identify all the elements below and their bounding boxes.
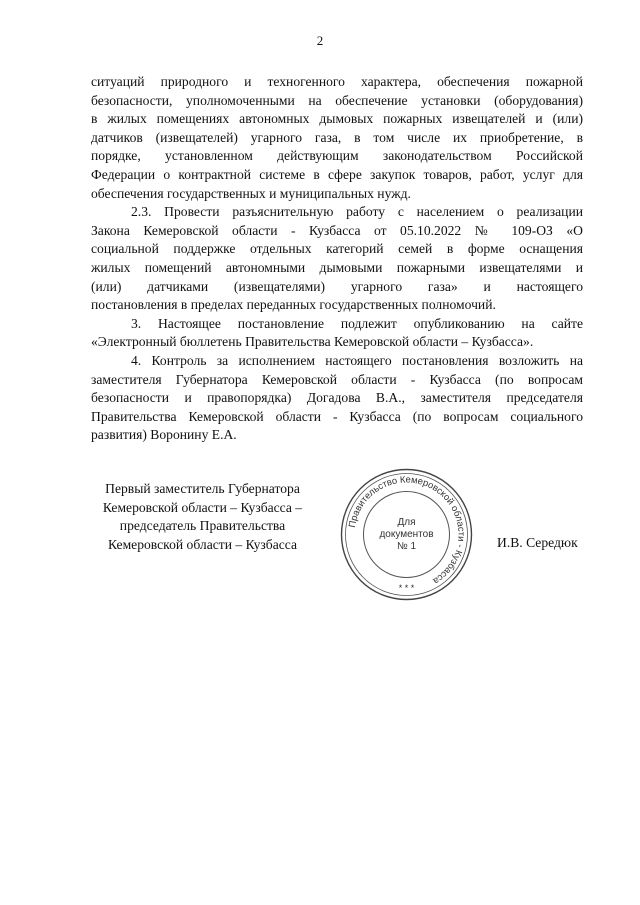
text-line: развития) Воронину Е.А. — [91, 427, 237, 443]
text-line: 4. Контроль за исполнением настоящего постановления возложить на — [131, 352, 583, 368]
text-line: датчиков (извещателей) угарного газа, в том числе их приобретение, в — [91, 129, 583, 145]
paragraph-2-3 — [91, 203, 583, 315]
signatory-title-line: Кемеровской области – Кузбасса – — [102, 499, 303, 515]
signatory-title-line: председатель Правительства — [119, 518, 286, 534]
text-line: Правительства Кемеровской области - Кузбасса (по вопросам социального — [91, 408, 583, 424]
text-line: (или) датчиками (извещателями) угарного газа» и настоящего — [91, 278, 583, 294]
document-body — [91, 73, 583, 445]
page-number: 2 — [316, 33, 324, 48]
signatory-title-line: Первый заместитель Губернатора — [105, 481, 300, 496]
text-line: безопасности, уполномоченными на обеспечение установки (оборудования) — [91, 92, 583, 108]
text-line: обеспечения государственных и муниципальных нужд. — [91, 185, 411, 201]
seal-ring-label: Правительство Кемеровской области - Кузбасса — [345, 473, 468, 588]
paragraph-4 — [91, 352, 583, 445]
text-line: безопасности и правопорядка) Догадова В.А., заместителя председателя — [91, 390, 583, 406]
seal-center-line: документов — [379, 528, 434, 540]
text-line: 2.3. Провести разъяснительную работу с населением о реализации — [131, 204, 583, 220]
seal-center-line: № 1 — [396, 540, 417, 552]
official-seal — [339, 467, 474, 602]
seal-center-line: Для — [397, 516, 416, 528]
text-line: социальной поддержке отдельных категорий семей в форме оснащения — [91, 241, 583, 257]
text-line: Закона Кемеровской области - Кузбасса от 05.10.2022 № 109-ОЗ «О — [91, 222, 583, 238]
paragraph-1 — [91, 73, 583, 203]
text-line: 3. Настоящее постановление подлежит опубликованию на сайте — [131, 315, 583, 331]
text-line: жилых помещений автономными дымовыми пожарными извещателями и — [91, 259, 583, 275]
text-line: «Электронный бюллетень Правительства Кемеровской области – Кузбасса». — [91, 334, 534, 350]
signatory-title — [90, 480, 315, 554]
signatory-title-line: Кемеровской области – Кузбасса — [107, 536, 298, 552]
text-line: ситуаций природного и техногенного характера, обеспечения пожарной — [91, 74, 583, 89]
signatory-name: И.В. Середюк — [497, 535, 578, 550]
text-line: заместителя Губернатора Кемеровской области - Кузбасса (по вопросам — [91, 371, 583, 387]
seal-center-text — [339, 467, 474, 602]
seal-stars: * * * — [398, 583, 415, 593]
text-line: постановления в пределах переданных государственных полномочий. — [91, 297, 496, 313]
text-line: в жилых помещениях автономных дымовых пожарных извещателей и (или) — [91, 111, 583, 127]
paragraph-3 — [91, 315, 583, 352]
text-line: порядке, установленном действующим законодательством Российской — [91, 148, 583, 164]
text-line: Федерации о контрактной системе в сфере закупок товаров, работ, услуг для — [91, 166, 583, 182]
